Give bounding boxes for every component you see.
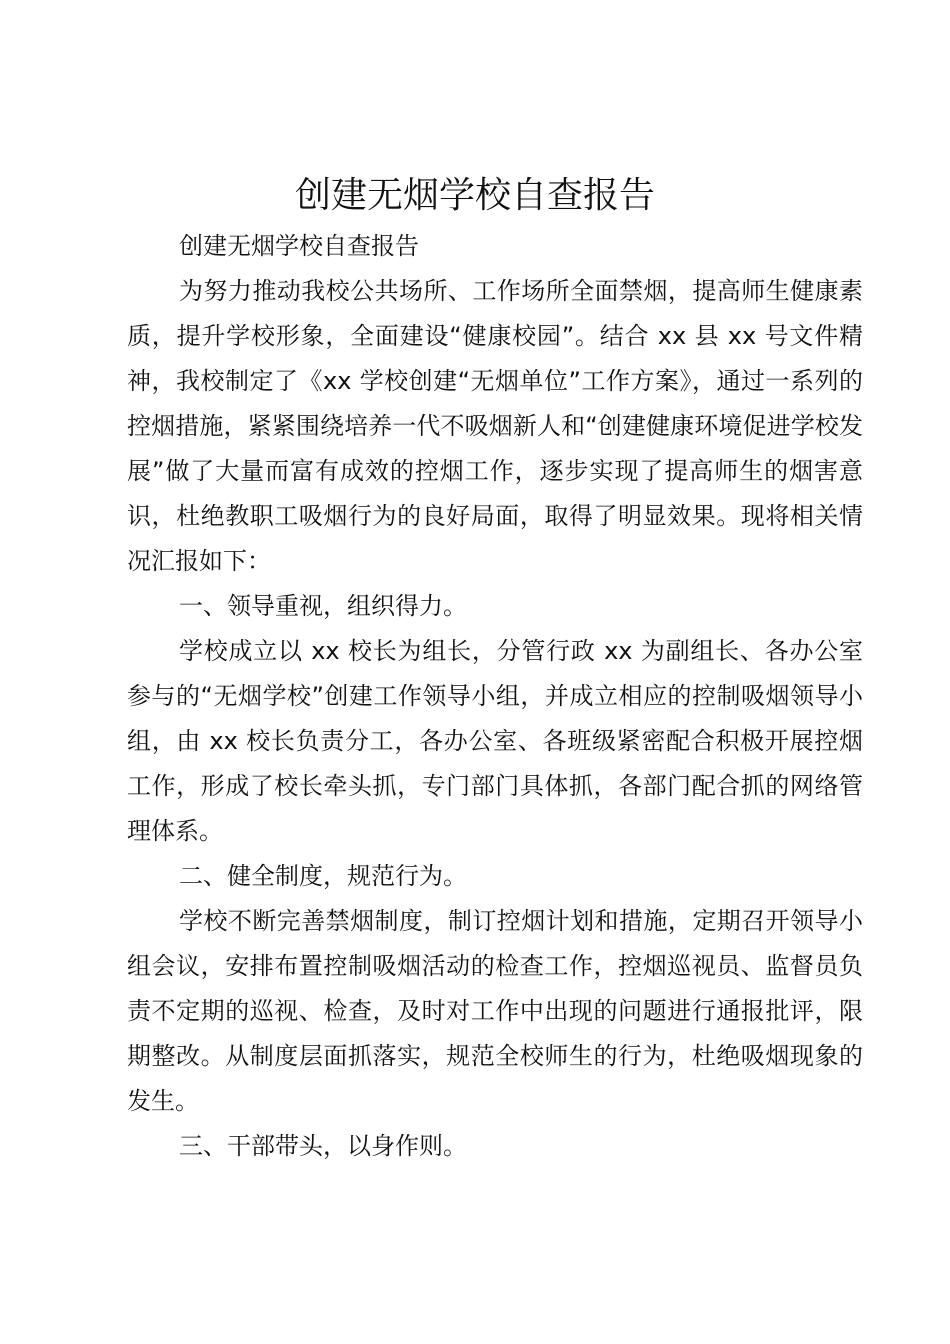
section-paragraph-2: 学校不断完善禁烟制度，制订控烟计划和措施，定期召开领导小组会议，安排布置控制吸烟活动的检查工作，控烟巡视员、监督员负责不定期的巡视、检查，及时对工作中出现的问题进行通报批评，限期整改。从制度层面抓落实，规范全校师生的行为，杜绝吸烟现象的发生。 [127, 907, 863, 1115]
section-heading-1: 一、领导重视，组织得力。 [179, 592, 467, 620]
document-body [127, 224, 863, 1169]
section-heading-3: 三、干部带头，以身作则。 [179, 1132, 467, 1160]
subtitle-paragraph: 创建无烟学校自查报告 [179, 232, 419, 260]
document-title: 创建无烟学校自查报告 [294, 175, 655, 216]
intro-paragraph: 为努力推动我校公共场所、工作场所全面禁烟，提高师生健康素质，提升学校形象，全面建设“健康校园”。结合 xx 县 xx 号文件精神，我校制定了《xx 学校创建“无烟单位”工作方案》，通过一系列的控烟措施，紧紧围绕培养一代不吸烟新人和“创建健康环境促进学校发展”做了大量而富有成效的控烟工作，逐步实现了提高师生的烟害意识，杜绝教职工吸烟行为的良好局面，取得了明显效果。现将相关情况汇报如下： [127, 277, 863, 575]
section-paragraph-1: 学校成立以 xx 校长为组长，分管行政 xx 为副组长、各办公室参与的“无烟学校”创建工作领导小组，并成立相应的控制吸烟领导小组，由 xx 校长负责分工，各办公室、各班级紧密配合积极开展控烟工作，形成了校长牵头抓，专门部门具体抓，各部门配合抓的网络管理体系。 [127, 637, 863, 845]
section-heading-2: 二、健全制度，规范行为。 [179, 862, 467, 890]
